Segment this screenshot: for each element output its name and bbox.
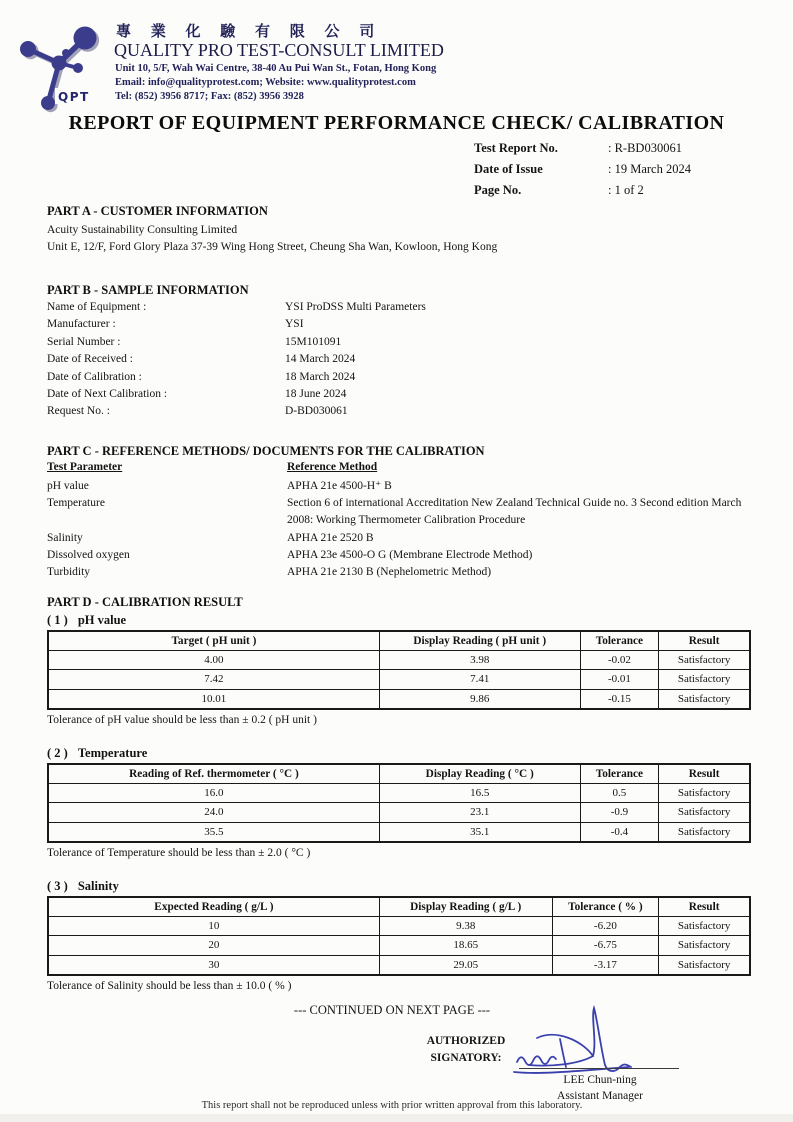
sample-info-row xyxy=(47,369,426,386)
test-parameter: pH value xyxy=(47,480,89,492)
table-cell: Satisfactory xyxy=(659,670,750,689)
test-parameter: Salinity xyxy=(47,531,83,544)
table-header-cell: Target ( pH unit ) xyxy=(48,631,379,651)
table-cell: 35.5 xyxy=(48,822,379,842)
table-cell: Satisfactory xyxy=(659,803,750,822)
reference-method-row xyxy=(47,564,757,581)
sample-info-value: 14 March 2024 xyxy=(285,353,356,366)
sample-info-label: Date of Calibration : xyxy=(47,370,142,383)
table-header-cell: Tolerance xyxy=(580,764,659,784)
reference-method xyxy=(287,478,757,495)
reference-method-line: APHA 21e 2520 B xyxy=(287,531,374,544)
sample-info-row xyxy=(47,403,426,420)
table-cell: 20 xyxy=(48,936,379,955)
table-cell: 35.1 xyxy=(379,822,580,842)
company-name: QUALITY PRO TEST-CONSULT LIMITED xyxy=(114,40,444,60)
table-cell: 3.98 xyxy=(379,651,580,670)
table-cell: -0.01 xyxy=(580,670,659,689)
customer-address: Unit E, 12/F, Ford Glory Plaza 37-39 Wing Hong Street, Cheung Sha Wan, Kowloon, Hong Kong xyxy=(47,241,498,253)
sample-info-label: Manufacturer : xyxy=(47,318,116,331)
table-header-cell: Result xyxy=(659,897,750,917)
table-cell: 7.42 xyxy=(48,670,379,689)
tolerance-note: Tolerance of Temperature should be less than ± 2.0 ( °C ) xyxy=(47,846,311,859)
sample-info-value: 18 March 2024 xyxy=(285,370,356,383)
reference-method-line: APHA 21e 4500-H⁺ B xyxy=(287,480,392,492)
table-cell: Satisfactory xyxy=(659,822,750,842)
table-row xyxy=(48,955,750,975)
customer-name: Acuity Sustainability Consulting Limited xyxy=(47,224,238,236)
table-cell: -6.75 xyxy=(552,936,659,955)
table-header-cell: Display Reading ( °C ) xyxy=(379,764,580,784)
signature-line xyxy=(519,1068,679,1069)
table-row xyxy=(48,651,750,670)
calibration-section-ph xyxy=(47,614,751,726)
calibration-section-temperature xyxy=(47,747,751,859)
table-header-row xyxy=(48,897,750,917)
company-name-chinese: 專 業 化 驗 有 限 公 司 xyxy=(116,24,383,40)
table-row xyxy=(48,917,750,936)
tolerance-note: Tolerance of Salinity should be less than ± 10.0 ( % ) xyxy=(47,979,292,992)
sample-info-row xyxy=(47,351,426,368)
table-cell: 18.65 xyxy=(379,936,552,955)
table-cell: 29.05 xyxy=(379,955,552,975)
table-header-cell: Result xyxy=(659,631,750,651)
sample-info-value: 18 June 2024 xyxy=(285,387,347,400)
calibration-section-label xyxy=(47,614,751,629)
table-cell: Satisfactory xyxy=(659,651,750,670)
part-c-column-headers xyxy=(47,461,378,473)
calibration-table xyxy=(47,630,751,710)
sample-info-row xyxy=(47,334,426,351)
section-name: Temperature xyxy=(77,746,148,760)
table-cell: 24.0 xyxy=(48,803,379,822)
report-info-value: : R-BD030061 xyxy=(608,141,682,155)
table-cell: 0.5 xyxy=(580,784,659,803)
table-row xyxy=(48,784,750,803)
part-c-rows xyxy=(47,478,757,581)
report-info-label: Test Report No. xyxy=(474,141,558,155)
part-c-col1-header: Test Parameter xyxy=(47,461,123,473)
reference-method xyxy=(287,495,757,529)
signature-scribble xyxy=(507,1004,692,1076)
company-address: Unit 10, 5/F, Wah Wai Centre, 38-40 Au Pui Wan St., Fotan, Hong Kong xyxy=(115,63,437,74)
tolerance-note: Tolerance of pH value should be less than ± 0.2 ( pH unit ) xyxy=(47,713,317,726)
table-header-row xyxy=(48,764,750,784)
table-header-cell: Tolerance ( % ) xyxy=(552,897,659,917)
table-header-cell: Reading of Ref. thermometer ( °C ) xyxy=(48,764,379,784)
section-name: Salinity xyxy=(77,879,119,893)
table-cell: 16.5 xyxy=(379,784,580,803)
part-d-heading: PART D - CALIBRATION RESULT xyxy=(47,595,243,609)
reference-method xyxy=(287,564,757,581)
report-info-value: : 19 March 2024 xyxy=(608,162,691,176)
calibration-table xyxy=(47,763,751,843)
continued-note: --- CONTINUED ON NEXT PAGE --- xyxy=(293,1003,491,1017)
table-header-cell: Expected Reading ( g/L ) xyxy=(48,897,379,917)
reference-method-row xyxy=(47,547,757,564)
table-header-row xyxy=(48,631,750,651)
table-cell: -0.15 xyxy=(580,689,659,709)
table-cell: 9.38 xyxy=(379,917,552,936)
reference-method xyxy=(287,547,757,564)
table-cell: Satisfactory xyxy=(659,784,750,803)
table-cell: Satisfactory xyxy=(659,917,750,936)
company-email-website: Email: info@qualityprotest.com; Website: www.qualityprotest.com xyxy=(115,77,416,88)
calibration-section-label xyxy=(47,747,751,762)
test-parameter: Temperature xyxy=(47,497,105,510)
report-info-row xyxy=(474,159,691,180)
logo-text: QPT xyxy=(58,90,90,104)
calibration-section-label xyxy=(47,880,751,895)
authorized-label-line2: SIGNATORY: xyxy=(430,1052,502,1064)
table-row xyxy=(48,689,750,709)
document-title: REPORT OF EQUIPMENT PERFORMANCE CHECK/ CALIBRATION xyxy=(68,112,725,134)
part-c-col2-header: Reference Method xyxy=(287,461,378,473)
report-info-label: Date of Issue xyxy=(474,162,543,176)
table-cell: 10 xyxy=(48,917,379,936)
table-cell: -0.02 xyxy=(580,651,659,670)
report-info-value: : 1 of 2 xyxy=(608,183,644,197)
table-row xyxy=(48,822,750,842)
report-info-row xyxy=(474,138,691,159)
section-name: pH value xyxy=(77,613,127,627)
table-row xyxy=(48,670,750,689)
sample-info-label: Request No. : xyxy=(47,405,110,418)
authorized-signatory-label xyxy=(421,1033,511,1067)
report-disclaimer: This report shall not be reproduced unless with prior written approval from this laboratory. xyxy=(201,1100,583,1111)
sample-info-value: YSI xyxy=(285,318,304,331)
test-parameter: Dissolved oxygen xyxy=(47,548,130,561)
section-number: ( 3 ) xyxy=(47,879,68,893)
table-cell: Satisfactory xyxy=(659,689,750,709)
calibration-table xyxy=(47,896,751,976)
reference-method-line: APHA 23e 4500-O G (Membrane Electrode Method) xyxy=(287,548,533,561)
table-row xyxy=(48,936,750,955)
part-b-heading: PART B - SAMPLE INFORMATION xyxy=(47,283,249,297)
table-cell: 16.0 xyxy=(48,784,379,803)
sample-info-label: Name of Equipment : xyxy=(47,301,147,313)
test-parameter: Turbidity xyxy=(47,566,91,579)
table-cell: 10.01 xyxy=(48,689,379,709)
sample-info-label: Serial Number : xyxy=(47,335,121,348)
table-cell: 4.00 xyxy=(48,651,379,670)
table-cell: -0.4 xyxy=(580,822,659,842)
table-cell: 23.1 xyxy=(379,803,580,822)
qpt-molecule-logo xyxy=(6,6,108,116)
table-cell: Satisfactory xyxy=(659,936,750,955)
authorized-label-line1: AUTHORIZED xyxy=(426,1035,506,1047)
sample-info-row xyxy=(47,316,426,333)
part-c-heading: PART C - REFERENCE METHODS/ DOCUMENTS FOR THE CALIBRATION xyxy=(47,444,485,458)
reference-method-row xyxy=(47,530,757,547)
sample-info-value: 15M101091 xyxy=(285,335,342,348)
reference-method-line: 2008: Working Thermometer Calibration Procedure xyxy=(287,514,526,527)
table-header-cell: Result xyxy=(659,764,750,784)
table-cell: Satisfactory xyxy=(659,955,750,975)
company-tel-fax: Tel: (852) 3956 8717; Fax: (852) 3956 3928 xyxy=(115,91,304,102)
reference-method-line: APHA 21e 2130 B (Nephelometric Method) xyxy=(287,566,492,579)
section-number: ( 1 ) xyxy=(47,613,68,627)
table-cell: -3.17 xyxy=(552,955,659,975)
sample-info-value: D-BD030061 xyxy=(285,405,348,418)
report-info-row xyxy=(474,180,691,201)
sample-info-label: Date of Received : xyxy=(47,353,133,366)
part-b-rows xyxy=(47,299,426,421)
part-a-heading: PART A - CUSTOMER INFORMATION xyxy=(47,204,268,218)
table-cell: -0.9 xyxy=(580,803,659,822)
reference-method-line: Section 6 of international Accreditation New Zealand Technical Guide no. 3 Second edition March xyxy=(287,497,742,510)
table-header-cell: Tolerance xyxy=(580,631,659,651)
table-header-cell: Display Reading ( pH unit ) xyxy=(379,631,580,651)
table-header-cell: Display Reading ( g/L ) xyxy=(379,897,552,917)
reference-method xyxy=(287,530,757,547)
section-number: ( 2 ) xyxy=(47,746,68,760)
sample-info-row xyxy=(47,299,426,316)
reference-method-row xyxy=(47,478,757,495)
report-info-label: Page No. xyxy=(474,183,522,197)
sample-info-label: Date of Next Calibration : xyxy=(47,387,168,400)
table-cell: -6.20 xyxy=(552,917,659,936)
table-cell: 9.86 xyxy=(379,689,580,709)
calibration-section-salinity xyxy=(47,880,751,992)
sample-info-value: YSI ProDSS Multi Parameters xyxy=(285,301,426,313)
sample-info-row xyxy=(47,386,426,403)
signatory-title: Assistant Manager xyxy=(557,1090,643,1102)
scan-edge xyxy=(0,1114,793,1122)
table-cell: 30 xyxy=(48,955,379,975)
table-row xyxy=(48,803,750,822)
reference-method-row xyxy=(47,495,757,529)
signatory-name: LEE Chun-ning xyxy=(563,1074,637,1086)
table-cell: 7.41 xyxy=(379,670,580,689)
report-info xyxy=(474,138,691,201)
